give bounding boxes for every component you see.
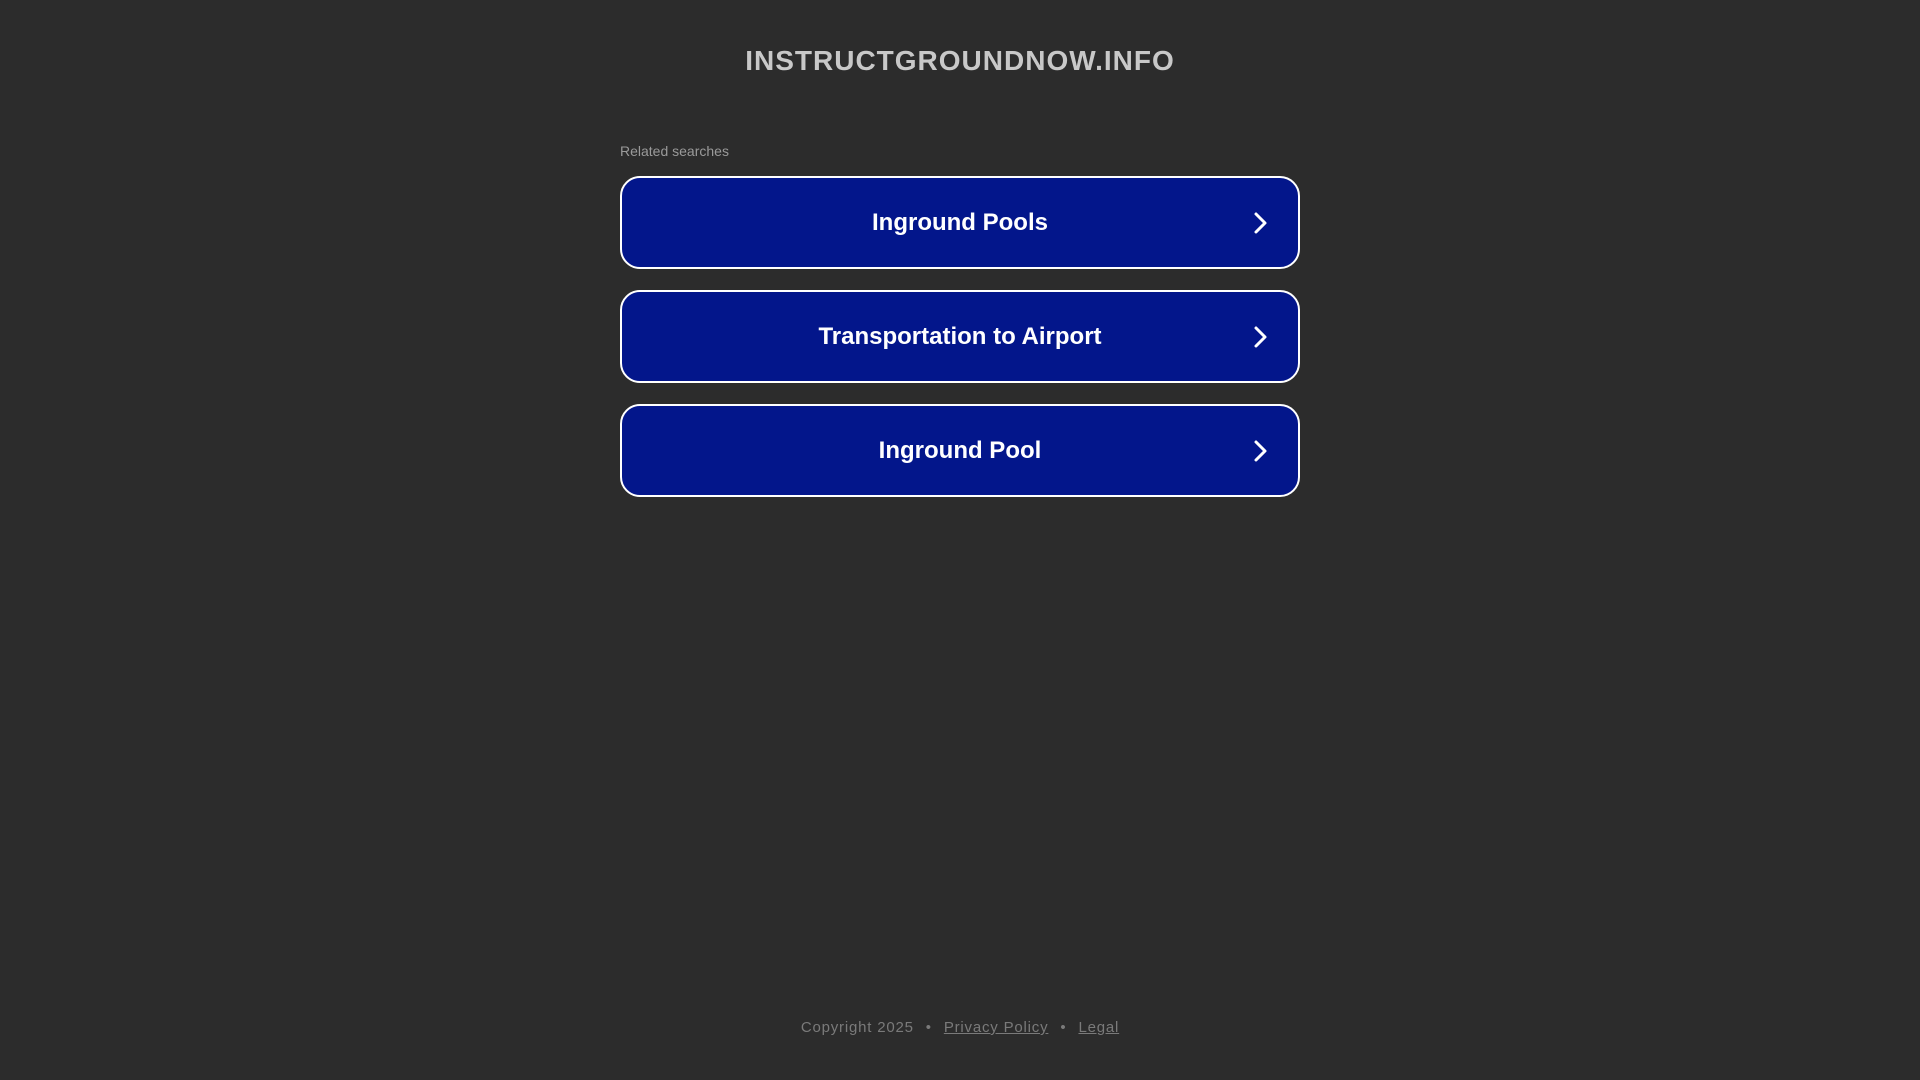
chevron-right-icon (1248, 439, 1272, 463)
footer-separator: • (925, 1019, 932, 1036)
chevron-right-icon (1248, 211, 1272, 235)
related-search-label: Inground Pool (878, 436, 1042, 464)
related-search-transportation-to-airport[interactable] (620, 290, 1300, 383)
site-title: INSTRUCTGROUNDNOW.INFO (745, 45, 1175, 76)
chevron-right-icon (1248, 325, 1272, 349)
related-search-inground-pool[interactable] (620, 404, 1300, 497)
copyright-text: Copyright 2025 (800, 1019, 914, 1036)
footer-separator: • (1060, 1019, 1067, 1036)
related-search-label: Transportation to Airport (818, 322, 1102, 350)
related-searches (620, 142, 1300, 518)
privacy-policy-link[interactable]: Privacy Policy (943, 1019, 1049, 1036)
related-searches-label: Related searches (620, 143, 729, 159)
legal-link[interactable]: Legal (1078, 1019, 1120, 1036)
related-search-inground-pools[interactable] (620, 176, 1300, 269)
related-search-label: Inground Pools (872, 208, 1048, 236)
footer (0, 1018, 1920, 1038)
